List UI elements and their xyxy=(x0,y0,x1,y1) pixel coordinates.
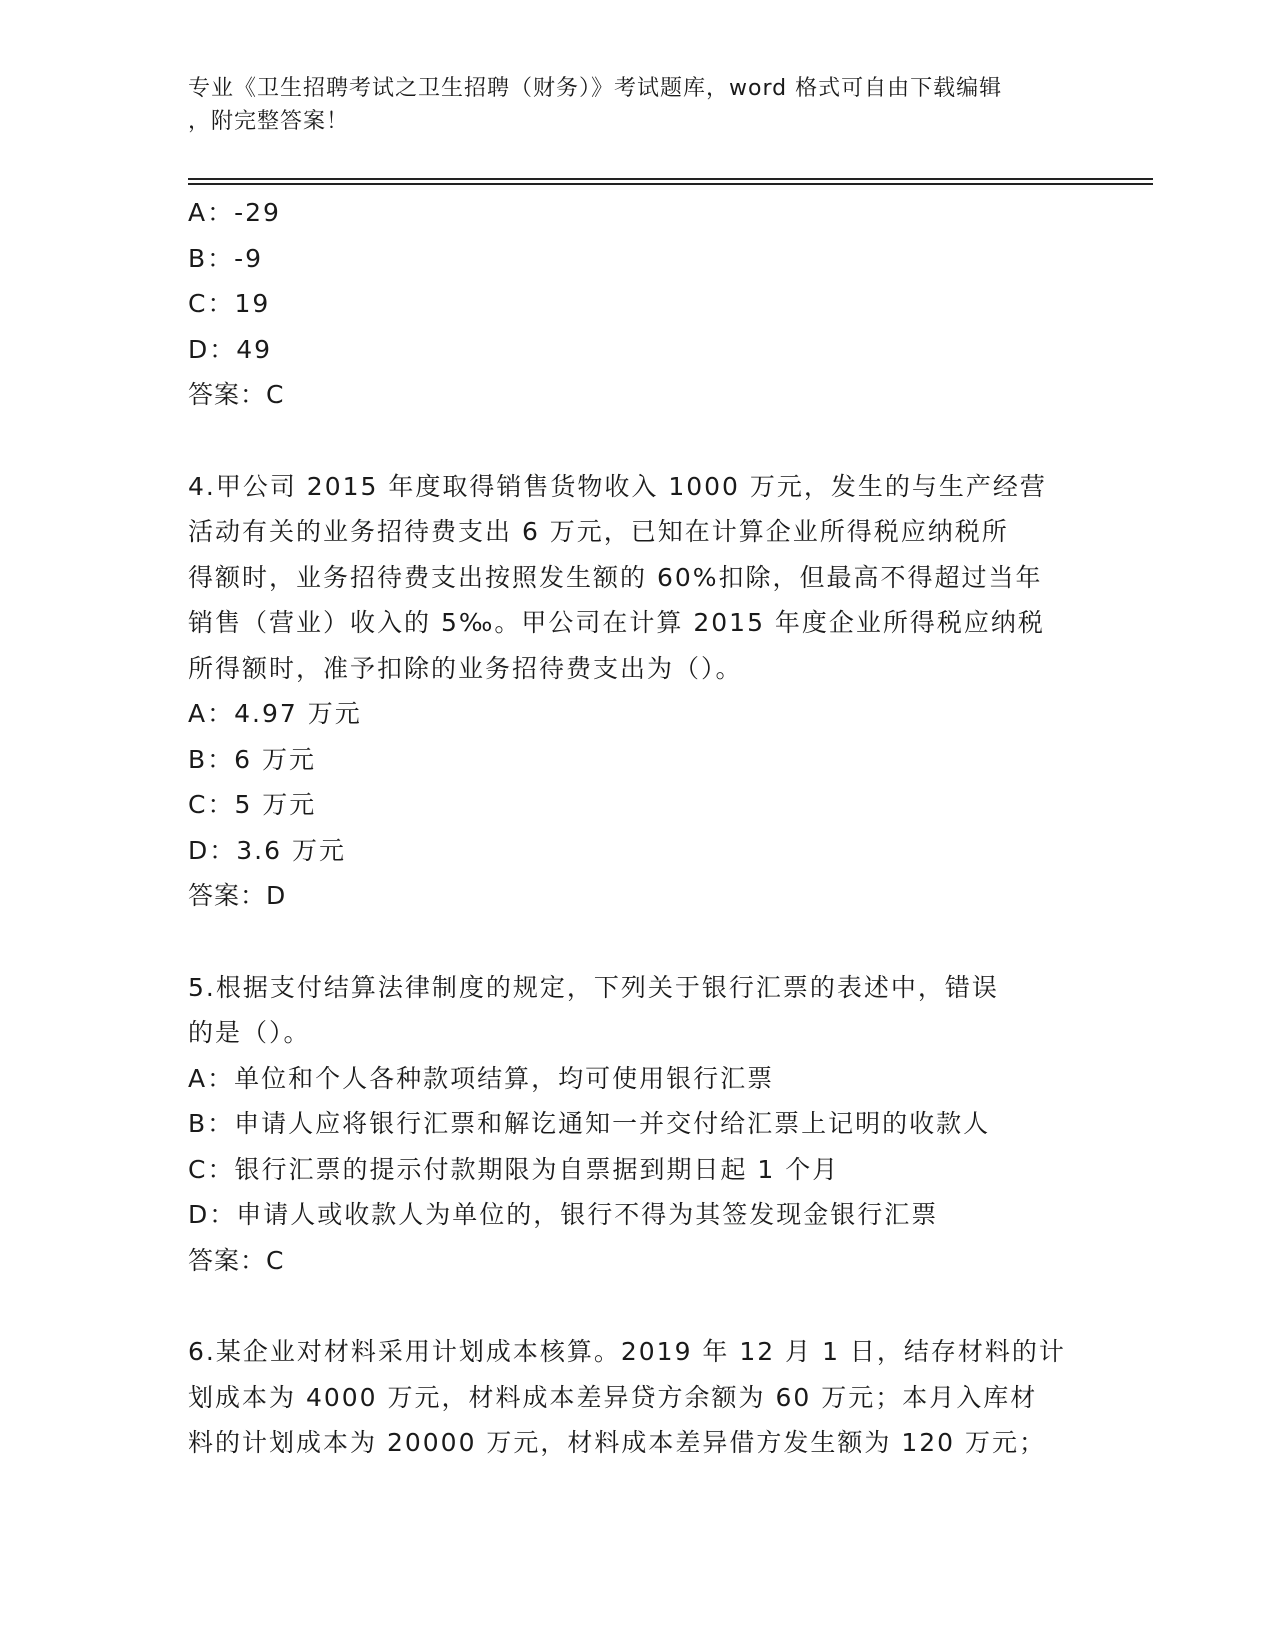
q5-option-a: A：单位和个人各种款项结算，均可使用银行汇票 xyxy=(188,1063,775,1093)
q5-answer: 答案：C xyxy=(188,1245,285,1275)
header-divider-bottom xyxy=(188,183,1153,185)
q4-text-line: 4.甲公司 2015 年度取得销售货物收入 1000 万元，发生的与生产经营 xyxy=(188,471,1047,501)
q4-option-c: C：5 万元 xyxy=(188,790,317,819)
question-3 xyxy=(188,190,1088,418)
q4-text-line: 活动有关的业务招待费支出 6 万元，已知在计算企业所得税应纳税所 xyxy=(188,517,1009,546)
q5-option-b: B：申请人应将银行汇票和解讫通知一并交付给汇票上记明的收款人 xyxy=(188,1109,991,1138)
q6-text-line: 6.某企业对材料采用计划成本核算。2019 年 12 月 1 日，结存材料的计 xyxy=(188,1337,1066,1366)
question-6 xyxy=(188,1329,1088,1466)
q3-option-d: D：49 xyxy=(188,334,273,364)
q4-option-b: B：6 万元 xyxy=(188,744,317,774)
q4-option-a: A：4.97 万元 xyxy=(188,699,362,728)
document-header xyxy=(188,72,1088,138)
q5-text-line: 5.根据支付结算法律制度的规定，下列关于银行汇票的表述中，错误 xyxy=(188,972,999,1002)
q3-option-b: B：-9 xyxy=(188,243,264,273)
header-divider-top xyxy=(188,178,1153,180)
q4-option-d: D：3.6 万元 xyxy=(188,835,346,865)
q4-text-line: 得额时，业务招待费支出按照发生额的 60%扣除，但最高不得超过当年 xyxy=(188,562,1043,592)
q3-answer: 答案：C xyxy=(188,380,285,409)
header-line-2: ，附完整答案！ xyxy=(188,109,350,134)
q5-text-line: 的是（）。 xyxy=(188,1018,311,1047)
question-5 xyxy=(188,965,1088,1284)
q5-option-d: D：申请人或收款人为单位的，银行不得为其签发现金银行汇票 xyxy=(188,1200,939,1229)
q5-option-c: C：银行汇票的提示付款期限为自票据到期日起 1 个月 xyxy=(188,1154,840,1184)
q3-option-a: A：-29 xyxy=(188,198,281,227)
q3-option-c: C：19 xyxy=(188,289,271,318)
q4-text-line: 所得额时，准予扣除的业务招待费支出为（）。 xyxy=(188,653,743,683)
question-4 xyxy=(188,464,1088,919)
q6-text-line: 划成本为 4000 万元，材料成本差异贷方余额为 60 万元；本月入库材 xyxy=(188,1382,1038,1412)
document-body xyxy=(188,190,1088,1466)
q4-text-line: 销售（营业）收入的 5‰。甲公司在计算 2015 年度企业所得税应纳税 xyxy=(188,608,1045,637)
header-line-1: 专业《卫生招聘考试之卫生招聘（财务）》考试题库，word 格式可自由下载编辑 xyxy=(188,76,1003,101)
q4-answer: 答案：D xyxy=(188,881,287,910)
q6-text-line: 料的计划成本为 20000 万元，材料成本差异借方发生额为 120 万元； xyxy=(188,1428,1047,1457)
